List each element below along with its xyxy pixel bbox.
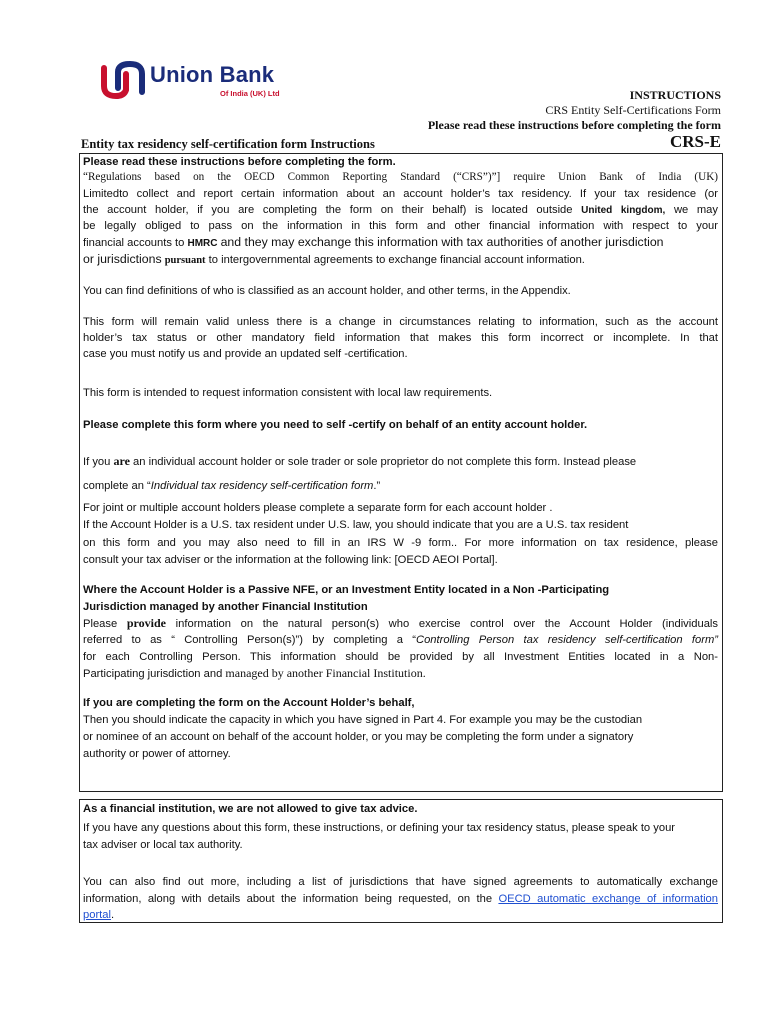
- p3-line2: holder’s tax status or other mandatory field information that makes this form incorrect or incomplete. In that: [83, 332, 718, 344]
- p7: complete an “Individual tax residency self-certification form.”: [83, 480, 381, 492]
- read-note: Please read these instructions before completing the form: [427, 118, 721, 132]
- p9-line4: Participating jurisdiction and managed by another Financial Institution.: [83, 666, 426, 680]
- p1-line6: or jurisdictions pursuant to intergovernmental agreements to exchange financial account information.: [83, 252, 585, 266]
- p9-line3: for each Controlling Person. This information should be provided by all Investment Entities located in a Non-: [83, 651, 718, 663]
- tax-advice-line4: information, along with details about the information being requested, on the OECD automatic exchange of information: [83, 893, 718, 905]
- instructions-heading: INSTRUCTIONS: [629, 88, 721, 102]
- p2: You can find definitions of who is classified as an account holder, and other terms, in the Appendix.: [83, 285, 571, 297]
- p9-line2: referred to as “ Controlling Person(s)”) by completing a “Controlling Person tax residency self-certification form”: [83, 634, 719, 646]
- p10-title: If you are completing the form on the Account Holder’s behalf,: [83, 697, 415, 709]
- instructions-box: [79, 153, 723, 792]
- p3-line1: This form will remain valid unless there is a change in circumstances relating to information, such as the account: [83, 316, 718, 328]
- p8-line1: For joint or multiple account holders please complete a separate form for each account holder .: [83, 502, 553, 514]
- p1-line1: “Regulations based on the OECD Common Reporting Standard (“CRS”)”] require Union Bank of India (UK): [83, 171, 718, 183]
- tax-advice-box: [79, 799, 723, 923]
- logo-name: Union Bank: [150, 62, 275, 87]
- p6: If you are an individual account holder or sole trader or sole proprietor do not complete this form. Instead please: [83, 454, 637, 468]
- p1-line5: financial accounts to HMRC and they may exchange this information with tax authorities of another jurisdiction: [83, 235, 664, 249]
- p10-line2: or nominee of an account on behalf of the account holder, or you may be completing the form under a signatory: [83, 731, 634, 743]
- logo-subtitle: Of India (UK) Ltd: [220, 89, 280, 98]
- p8-line2: If the Account Holder is a U.S. tax resident under U.S. law, you should indicate that you are a U.S. tax resident: [83, 519, 629, 531]
- p1-line2: Limitedto collect and report certain information about an account holder’s tax residency. If your tax residence (or: [83, 188, 718, 200]
- section-title: Entity tax residency self-certification form Instructions: [81, 137, 375, 151]
- p1-title: Please read these instructions before completing the form.: [83, 156, 396, 168]
- form-name: CRS Entity Self-Certifications Form: [545, 103, 721, 117]
- p9-title2: Jurisdiction managed by another Financial Institution: [83, 601, 368, 613]
- tax-advice-title: As a financial institution, we are not allowed to give tax advice.: [83, 803, 418, 815]
- tax-advice-line2: tax adviser or local tax authority.: [83, 839, 243, 851]
- p3-line3: case you must notify us and provide an updated self -certification.: [83, 348, 408, 360]
- form-code: CRS-E: [669, 132, 721, 151]
- tax-advice-line5: portal.: [83, 909, 115, 921]
- p1-line4: be legally obliged to pass on the information in this form and other financial information with respect to your: [83, 220, 718, 232]
- oecd-portal-link[interactable]: OECD automatic exchange of information: [498, 893, 718, 905]
- p10-line1: Then you should indicate the capacity in which you have signed in Part 4. For example you may be the custodian: [83, 714, 643, 726]
- p8-line3: on this form and you may also need to fill in an IRS W -9 form.. For more information on tax residence, please: [83, 537, 718, 549]
- p8-line4: consult your tax adviser or the information at the following link: [OECD AEOI Portal].: [83, 554, 498, 566]
- tax-advice-line1: If you have any questions about this form, these instructions, or defining your tax residency status, please speak to your: [83, 822, 676, 834]
- tax-advice-line3: You can also find out more, including a list of jurisdictions that have signed agreements to automatically exchange: [83, 876, 718, 888]
- oecd-portal-link-cont[interactable]: portal: [83, 909, 111, 921]
- p9-line1: Please provide information on the natural person(s) who exercise control over the Account Holder (individuals: [83, 616, 719, 630]
- p9-title1: Where the Account Holder is a Passive NFE, or an Investment Entity located in a Non -Participating: [83, 584, 610, 596]
- p10-line3: authority or power of attorney.: [83, 748, 231, 760]
- p5: Please complete this form where you need to self -certify on behalf of an entity account holder.: [83, 419, 588, 431]
- p4: This form is intended to request information consistent with local law requirements.: [83, 387, 493, 399]
- p1-line3: the account holder, if you are completing the form on their behalf) is located outside United kingdom, we may: [83, 204, 718, 216]
